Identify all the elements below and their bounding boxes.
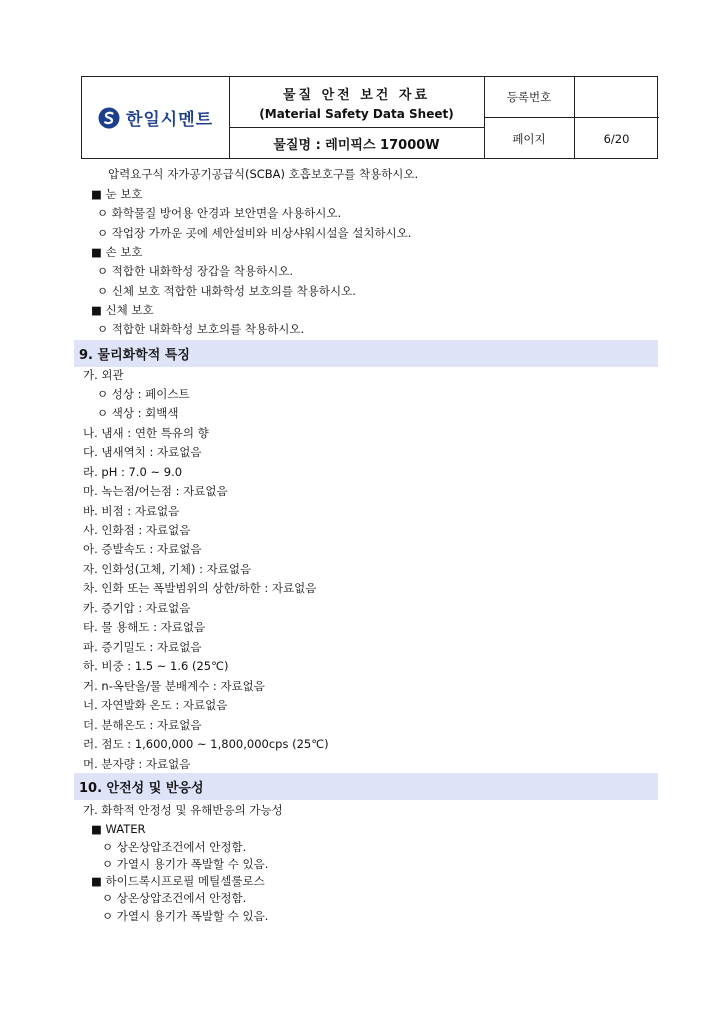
text-line: 바. 비점 : 자료없음	[83, 504, 180, 518]
text-line: 하. 비중 : 1.5 ~ 1.6 (25℃)	[83, 659, 229, 673]
text-line: ㅇ 가열시 용기가 폭발할 수 있음.	[102, 909, 269, 923]
text-line: 자. 인화성(고체, 기체) : 자료없음	[83, 562, 252, 576]
text-line: ■ 손 보호	[91, 245, 143, 259]
text-line: 가. 외관	[83, 368, 124, 382]
page-number: 6/20	[603, 131, 630, 146]
text-line: ㅇ 화학물질 방어용 안경과 보안면을 사용하시오.	[97, 206, 342, 220]
text-line: 다. 냄새역치 : 자료없음	[83, 445, 202, 459]
text-line: 라. pH : 7.0 ~ 9.0	[83, 465, 183, 479]
text-line: ㅇ 작업장 가까운 곳에 세안설비와 비상샤워시설을 설치하시오.	[97, 226, 412, 240]
text-line: 차. 인화 또는 폭발범위의 상한/하한 : 자료없음	[83, 581, 317, 595]
text-line: 너. 자연발화 온도 : 자료없음	[83, 698, 228, 712]
text-line: 카. 증기압 : 자료없음	[83, 601, 191, 615]
text-line: 아. 증발속도 : 자료없음	[83, 542, 202, 556]
text-line: 머. 분자량 : 자료없음	[83, 757, 191, 771]
company-logo	[82, 77, 229, 158]
text-line: 가. 화학적 안정성 및 유해반응의 가능성	[83, 803, 283, 817]
text-line: ㅇ 적합한 내화학성 장갑을 착용하시오.	[97, 264, 294, 278]
registration-value	[574, 77, 659, 117]
text-line: 파. 증기밀도 : 자료없음	[83, 640, 202, 654]
page-label: 페이지	[512, 131, 546, 146]
section-heading: 9. 물리화학적 특징	[74, 340, 658, 367]
title-korean: 물질 안전 보건 자료	[282, 87, 431, 103]
logo-text: 한일시멘트	[125, 110, 214, 130]
document-title	[229, 77, 484, 127]
text-line: ㅇ 신체 보호 적합한 내화학성 보호의를 착용하시오.	[97, 284, 356, 298]
company-logo-icon	[98, 107, 120, 129]
text-line: ㅇ 가열시 용기가 폭발할 수 있음.	[102, 857, 269, 871]
text-line: ■ 신체 보호	[91, 303, 154, 317]
text-line: 사. 인화점 : 자료없음	[83, 523, 191, 537]
text-line: 압력요구식 자가공기공급식(SCBA) 호흡보호구를 착용하시오.	[108, 167, 419, 181]
text-line: 더. 분해온도 : 자료없음	[83, 718, 202, 732]
text-line: 타. 물 용해도 : 자료없음	[83, 620, 206, 634]
text-line: 나. 냄새 : 연한 특유의 향	[83, 426, 209, 440]
text-line: ㅇ 성상 : 페이스트	[97, 387, 190, 401]
text-line: 거. n-옥탄올/물 분배계수 : 자료없음	[83, 679, 265, 693]
text-line: ■ 눈 보호	[91, 187, 143, 201]
text-line: ㅇ 색상 : 회백색	[97, 406, 179, 420]
registration-label: 등록번호	[506, 90, 552, 104]
text-line: 러. 점도 : 1,600,000 ~ 1,800,000cps (25℃)	[83, 737, 329, 751]
text-line: ■ WATER	[91, 822, 146, 836]
text-line: 마. 녹는점/어는점 : 자료없음	[83, 484, 228, 498]
product-name: 물질명 : 레미픽스 17000W	[273, 138, 440, 153]
text-line: ■ 하이드록시프로필 메틸셀룰로스	[91, 874, 265, 888]
section-heading: 10. 안전성 및 반응성	[74, 773, 658, 800]
text-line: ㅇ 상온상압조건에서 안정함.	[102, 891, 247, 905]
document-header	[81, 76, 658, 159]
title-english: (Material Safety Data Sheet)	[259, 106, 454, 121]
text-line: ㅇ 적합한 내화학성 보호의를 착용하시오.	[97, 322, 305, 336]
text-line: ㅇ 상온상압조건에서 안정함.	[102, 840, 247, 854]
